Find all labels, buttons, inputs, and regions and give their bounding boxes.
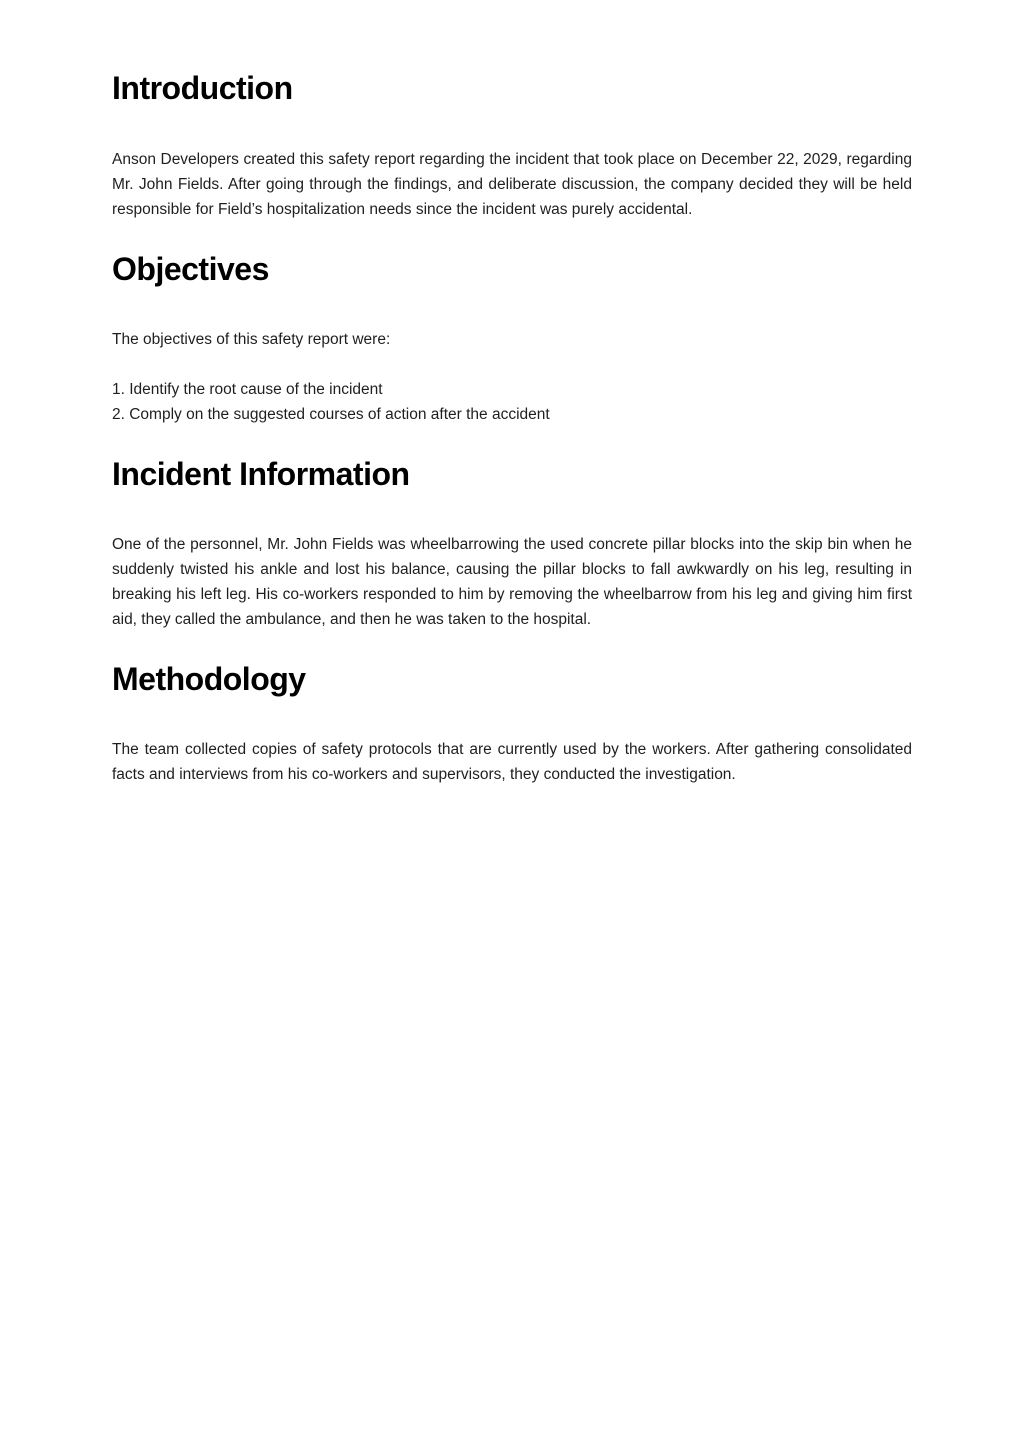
- section-intro: The objectives of this safety report were:: [112, 331, 391, 348]
- section-heading: Objectives: [112, 251, 269, 287]
- section-paragraph: Anson Developers created this safety report regarding the incident that took place on December 22, 2029, regarding Mr. John Fields. After going through the findings, and deliberate discussion, the company decided they will be held responsible for Field’s hospitalization needs since the incident was purely accidental.: [112, 151, 912, 218]
- list-item: 2. Comply on the suggested courses of action after the accident: [112, 406, 550, 423]
- section-paragraph: One of the personnel, Mr. John Fields was wheelbarrowing the used concrete pillar blocks into the skip bin when he suddenly twisted his ankle and lost his balance, causing the pillar blocks to fall awkwardly on his leg, resulting in breaking his left leg. His co-workers responded to him by removing the wheelbarrow from his leg and giving him first aid, they called the ambulance, and then he was taken to the hospital.: [112, 536, 912, 628]
- introduction-section: [112, 68, 912, 222]
- objectives-list: [112, 377, 912, 427]
- incident-information-section: [112, 454, 912, 632]
- section-heading: Introduction: [112, 70, 293, 106]
- section-heading: Methodology: [112, 661, 306, 697]
- methodology-section: [112, 659, 912, 787]
- objectives-section: [112, 249, 912, 427]
- document-page: [112, 0, 912, 1446]
- section-heading: Incident Information: [112, 456, 410, 492]
- section-paragraph: The team collected copies of safety protocols that are currently used by the workers. After gathering consolidated facts and interviews from his co-workers and supervisors, they conducted the investigation.: [112, 741, 912, 783]
- list-item: 1. Identify the root cause of the incident: [112, 381, 383, 398]
